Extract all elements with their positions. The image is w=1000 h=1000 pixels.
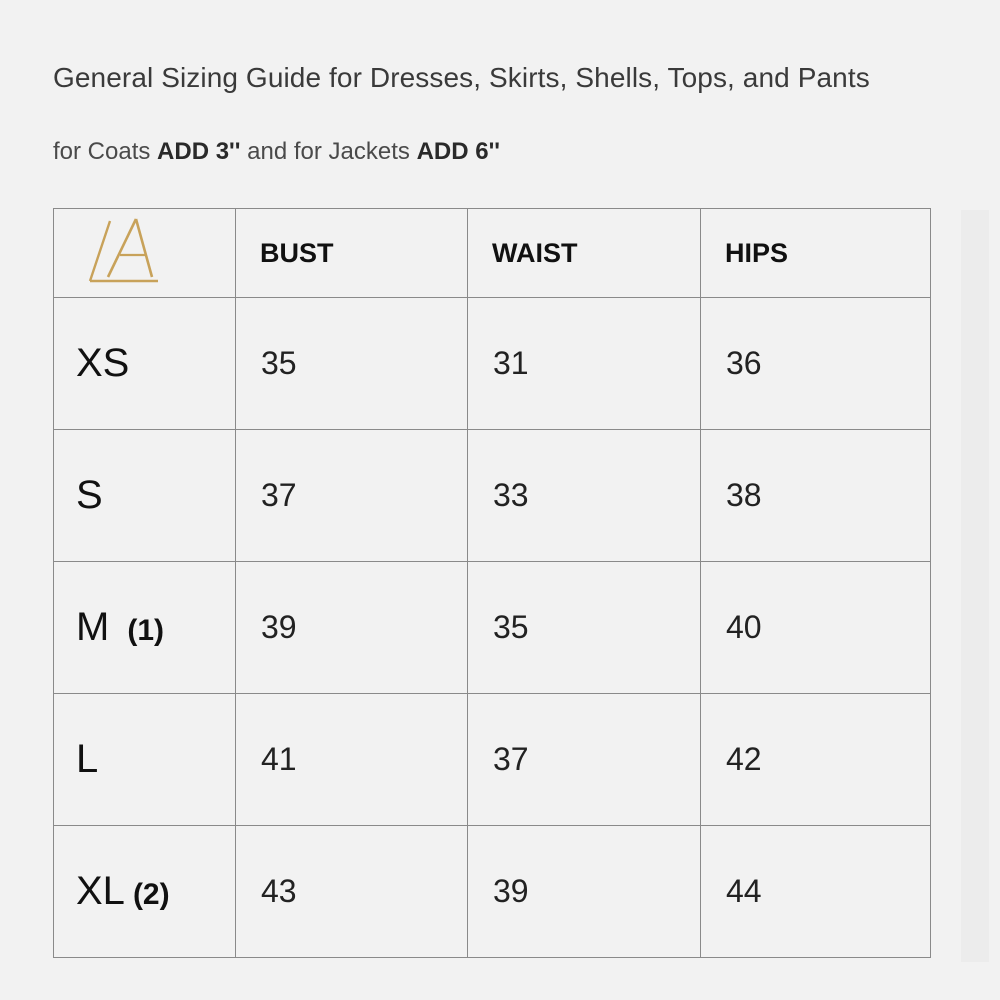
- bust-value: 43: [236, 826, 468, 958]
- bust-value: 37: [236, 430, 468, 562]
- hips-value: 40: [701, 562, 931, 694]
- waist-value: 37: [468, 694, 701, 826]
- logo-cell: [54, 209, 236, 298]
- waist-value: 31: [468, 298, 701, 430]
- size-note: (1): [127, 614, 164, 647]
- note-coats-add: ADD 3'': [157, 138, 241, 165]
- table-header-row: [54, 209, 931, 298]
- size-label: M: [76, 605, 110, 649]
- size-label: XL: [76, 869, 125, 913]
- table-row: [54, 298, 931, 430]
- note-jackets-add: ADD 6'': [416, 138, 501, 165]
- note-text-coats: for Coats: [53, 138, 158, 165]
- page-title: General Sizing Guide for Dresses, Skirts, Shells, Tops, and Pants: [53, 62, 870, 93]
- right-edge-strip: [961, 210, 989, 962]
- note-text-jackets: and for Jackets: [240, 138, 417, 165]
- table-row: [54, 826, 931, 958]
- hips-value: 36: [701, 298, 931, 430]
- size-cell: [54, 562, 236, 694]
- bust-value: 39: [236, 562, 468, 694]
- size-cell: [54, 430, 236, 562]
- brand-logo: [86, 213, 162, 289]
- size-cell: [54, 298, 236, 430]
- waist-value: 39: [468, 826, 701, 958]
- bust-value: 35: [236, 298, 468, 430]
- size-label: L: [76, 737, 99, 781]
- header-waist: WAIST: [468, 209, 701, 298]
- coat-jacket-note: [53, 138, 500, 166]
- bust-value: 41: [236, 694, 468, 826]
- hips-value: 44: [701, 826, 931, 958]
- size-chart-table: [53, 208, 931, 958]
- size-note: (2): [132, 878, 170, 911]
- size-cell: [54, 694, 236, 826]
- hips-value: 42: [701, 694, 931, 826]
- hips-value: 38: [701, 430, 931, 562]
- table-row: [54, 694, 931, 826]
- size-cell: [54, 826, 236, 958]
- waist-value: 35: [468, 562, 701, 694]
- size-label: XS: [76, 341, 130, 385]
- waist-value: 33: [468, 430, 701, 562]
- header-hips: HIPS: [701, 209, 931, 298]
- table-row: [54, 430, 931, 562]
- table-row: [54, 562, 931, 694]
- size-label: S: [76, 473, 103, 517]
- header-bust: BUST: [236, 209, 468, 298]
